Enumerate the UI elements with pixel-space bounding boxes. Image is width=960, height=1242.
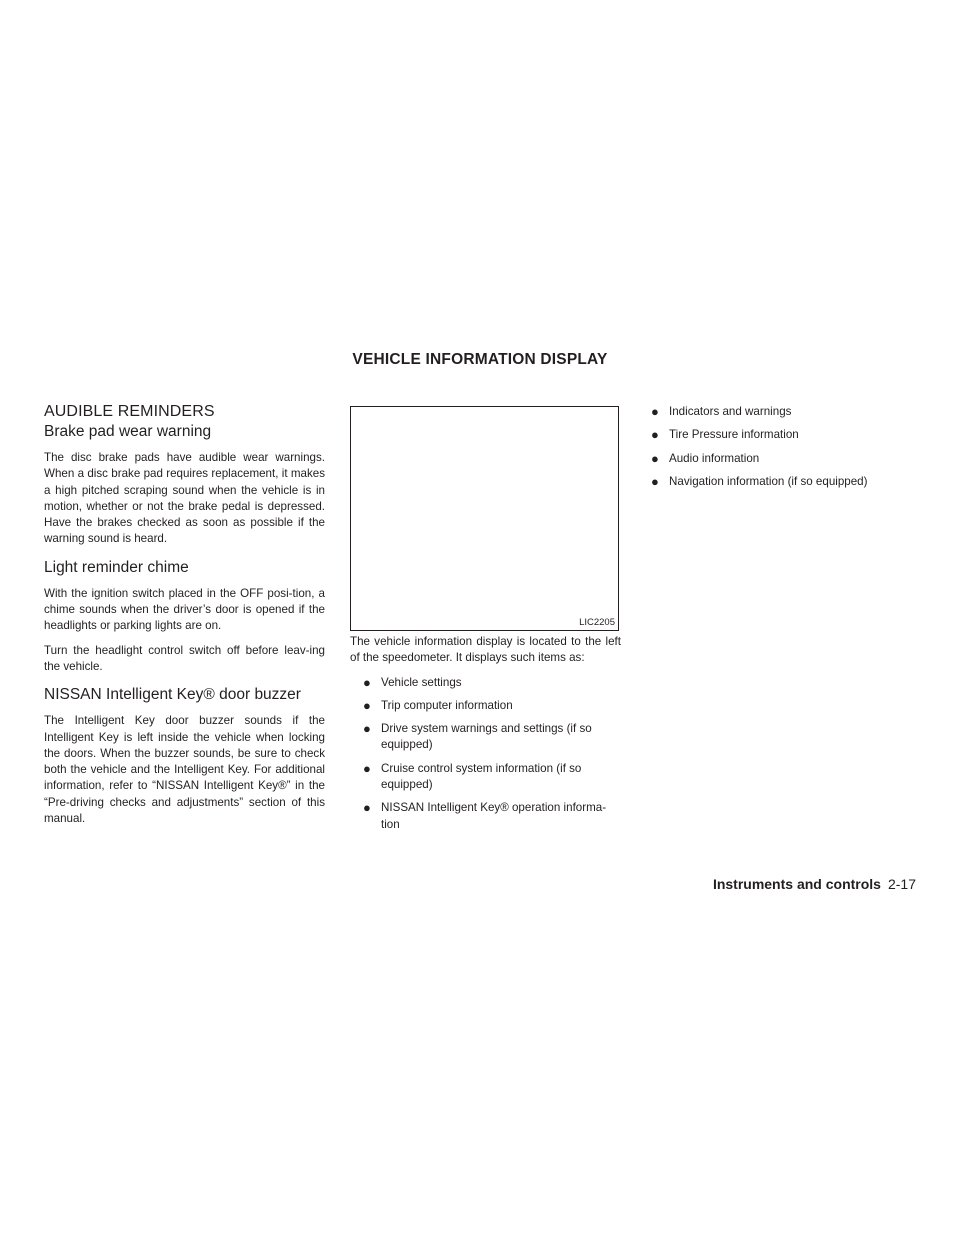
list-item: ● Vehicle settings [363,674,462,690]
light-reminder-heading: Light reminder chime [44,558,189,576]
bullet-icon: ● [363,674,371,690]
bullet-icon: ● [363,800,371,816]
list-item: ● Tire Pressure information [651,427,799,443]
list-item: ● Indicators and warnings [651,404,792,419]
light-reminder-text-1: With the ignition switch placed in the OFF posi-tion, a chime sounds when the driver’s door is opened if the headlights or parking lights are on. [44,586,325,633]
bullet-icon: ● [363,697,371,713]
list-item: ● Drive system warnings and settings (if so equipped) [363,721,592,752]
bullet-icon: ● [651,450,659,466]
figure-code: LIC2205 [579,617,615,628]
page-number: 2-17 [887,876,916,892]
audible-reminders-heading: AUDIBLE REMINDERS [44,403,215,420]
left-column [44,403,325,835]
brake-pad-heading: Brake pad wear warning [44,423,212,440]
display-items-list-continued [647,404,917,490]
bullet-icon: ● [651,427,659,443]
bullet-icon: ● [363,721,371,737]
middle-column [350,406,621,840]
list-item: ● Audio information [651,450,760,466]
section-title: VEHICLE INFORMATION DISPLAY [352,351,608,368]
list-item: ● Navigation information (if so equipped) [651,473,868,489]
display-items-list [359,675,621,833]
key-buzzer-heading: NISSAN Intelligent Key® door buzzer [44,686,301,704]
light-reminder-text-2: Turn the headlight control switch off before leav-ing the vehicle. [44,643,325,673]
right-column [647,404,917,497]
key-buzzer-text: The Intelligent Key door buzzer sounds if the Intelligent Key is left inside the vehicle when locking the doors. When the buzzer sounds, be sure to check both the vehicle and the Intelligent Key. For additional information, refer to “NISSAN Intelligent Key®” in the “Pre-driving checks and adjustments” section of this manual. [44,714,325,826]
bullet-icon: ● [651,404,659,419]
list-item: ● Cruise control system information (if so equipped) [363,760,582,792]
list-item: ● Trip computer information [363,697,513,713]
bullet-icon: ● [363,760,371,776]
page-footer [713,876,916,892]
brake-pad-text: The disc brake pads have audible wear warnings. When a disc brake pad requires replacement, it makes a high pitched scraping sound when the vehicle is in motion, whether or not the brake pedal is depressed. Have the brakes checked as soon as possible if the warning sound is heard. [44,451,325,546]
list-item: ● NISSAN Intelligent Key® operation informa-tion [363,800,607,831]
footer-section-name: Instruments and controls [712,876,881,892]
bullet-icon: ● [651,473,659,489]
figure-frame [350,406,619,631]
display-intro-text: The vehicle information display is located to the left of the speedometer. It displays such items as: [350,635,621,665]
